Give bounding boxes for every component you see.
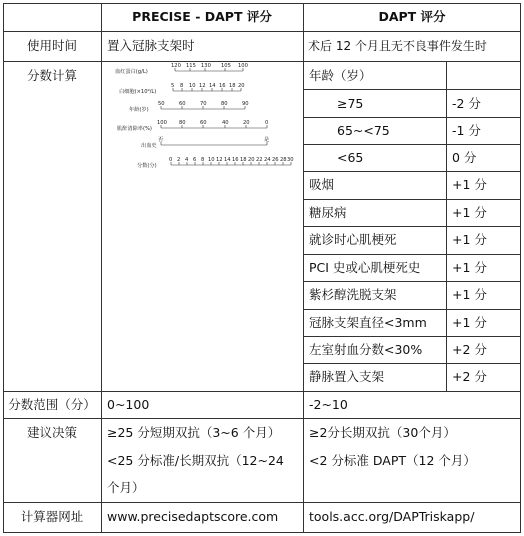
nomogram-tick: 40 <box>222 120 229 126</box>
row-range-dapt: -2~10 <box>309 397 348 412</box>
header-dapt: DAPT 评分 <box>378 9 446 24</box>
nomogram-tick: 否 <box>158 137 164 143</box>
nomogram-tick: 20 <box>238 83 245 89</box>
nomogram-tick: 80 <box>179 120 186 126</box>
nomogram-tick: 0 <box>169 157 173 163</box>
nomogram-tick: 14 <box>209 83 216 89</box>
nomogram-tick: 26 <box>272 157 279 163</box>
nomogram-tick: 28 <box>280 157 287 163</box>
nomogram-tick: 60 <box>200 120 207 126</box>
dapt-item-score: +1 分 <box>452 177 487 192</box>
dapt-item-score: +1 分 <box>452 260 487 275</box>
nomogram-tick: 18 <box>229 83 236 89</box>
nomogram-scale-label: 出血史 <box>141 143 157 149</box>
row-time-label: 使用时间 <box>26 38 77 53</box>
dapt-item-name: 紫杉醇洗脱支架 <box>309 287 397 302</box>
dapt-item-name: <65 <box>337 150 364 165</box>
dapt-item-score: -2 分 <box>452 96 481 111</box>
nomogram-tick: 22 <box>256 157 263 163</box>
nomogram-tick: 100 <box>238 63 248 69</box>
nomogram-tick: 130 <box>201 63 211 69</box>
row-range-precise: 0~100 <box>107 397 150 412</box>
nomogram-tick: 80 <box>221 101 228 107</box>
row-calc-label: 分数计算 <box>26 68 77 83</box>
nomogram-tick: 90 <box>242 101 249 107</box>
nomogram-tick: 8 <box>201 157 205 163</box>
dapt-item-name: 静脉置入支架 <box>309 369 385 384</box>
dapt-item-name: 左室射血分数<30% <box>309 342 423 357</box>
header-precise: PRECISE - DAPT 评分 <box>132 9 272 24</box>
row-time-dapt: 术后 12 个月且无不良事件发生时 <box>308 39 487 53</box>
nomogram-tick: 是 <box>264 137 270 143</box>
nomogram-tick: 120 <box>171 63 181 69</box>
nomogram-tick: 50 <box>158 101 165 107</box>
dapt-item-name: 吸烟 <box>309 177 335 192</box>
dapt-item-name: 就诊时心肌梗死 <box>309 232 397 247</box>
nomogram-tick: 4 <box>185 157 189 163</box>
row-decision-precise-line1: ≥25 分短期双抗（3~6 个月） <box>107 425 281 440</box>
nomogram-tick: 8 <box>180 83 184 89</box>
nomogram-tick: 16 <box>219 83 226 89</box>
dapt-item-score: +1 分 <box>452 315 487 330</box>
score-comparison-table <box>3 3 521 533</box>
precise-calculator-link[interactable]: www.precisedaptscore.com <box>107 509 279 524</box>
dapt-item-score: -1 分 <box>452 123 481 138</box>
dapt-item-score: +2 分 <box>452 369 487 384</box>
nomogram-tick: 20 <box>243 120 250 126</box>
dapt-item-score: 0 分 <box>452 150 477 165</box>
row-url-label: 计算器网址 <box>20 509 84 524</box>
dapt-item-name: ≥75 <box>337 96 364 111</box>
dapt-item-score: +1 分 <box>452 287 487 302</box>
row-decision-label: 建议决策 <box>26 425 77 440</box>
dapt-item-score: +2 分 <box>452 342 487 357</box>
nomogram-tick: 10 <box>189 83 196 89</box>
dapt-item-name: 65~<75 <box>337 123 390 138</box>
nomogram-tick: 10 <box>208 157 215 163</box>
nomogram-scale-label: 肌酐清除率(%) <box>117 126 152 132</box>
nomogram-tick: 0 <box>265 120 269 126</box>
dapt-item-name: 冠脉支架直径<3mm <box>309 315 427 330</box>
nomogram-tick: 5 <box>171 83 175 89</box>
nomogram-tick: 70 <box>200 101 207 107</box>
nomogram-tick: 105 <box>221 63 231 69</box>
nomogram-tick: 115 <box>186 63 196 69</box>
dapt-item-name: PCI 史或心肌梗死史 <box>309 260 421 275</box>
row-range-label: 分数范围（分） <box>8 397 96 412</box>
nomogram-scale-label: 年龄(岁) <box>129 107 149 113</box>
nomogram-scale-label: 白细胞(×10⁹/L) <box>119 89 157 95</box>
nomogram-tick: 2 <box>177 157 181 163</box>
nomogram-tick: 14 <box>224 157 231 163</box>
dapt-calculator-link[interactable]: tools.acc.org/DAPTriskapp/ <box>309 509 475 524</box>
nomogram-tick: 6 <box>193 157 197 163</box>
nomogram-tick: 60 <box>179 101 186 107</box>
nomogram-tick: 12 <box>216 157 223 163</box>
nomogram-tick: 24 <box>264 157 271 163</box>
dapt-item-name: 糖尿病 <box>309 205 347 220</box>
nomogram-scale-label: 血红蛋白(g/L) <box>115 69 148 75</box>
nomogram-tick: 12 <box>199 83 206 89</box>
dapt-item-name: 年龄（岁） <box>309 68 372 83</box>
precise-dapt-nomogram <box>115 59 295 177</box>
nomogram-tick: 16 <box>232 157 239 163</box>
nomogram-tick: 100 <box>157 120 167 126</box>
row-decision-precise-line3: 个月） <box>107 480 145 495</box>
row-decision-dapt-line2: <2 分标准 DAPT（12 个月） <box>309 453 476 468</box>
row-decision-precise-line2: <25 分标准/长期双抗（12~24 <box>107 453 284 468</box>
nomogram-scale-label: 分数(分) <box>137 163 157 169</box>
row-time-precise: 置入冠脉支架时 <box>107 38 195 53</box>
dapt-item-score: +1 分 <box>452 232 487 247</box>
row-decision-dapt-line1: ≥2分长期双抗（30个月） <box>309 425 456 440</box>
nomogram-tick: 30 <box>287 157 294 163</box>
dapt-item-score: +1 分 <box>452 205 487 220</box>
nomogram-tick: 20 <box>248 157 255 163</box>
nomogram-tick: 18 <box>240 157 247 163</box>
